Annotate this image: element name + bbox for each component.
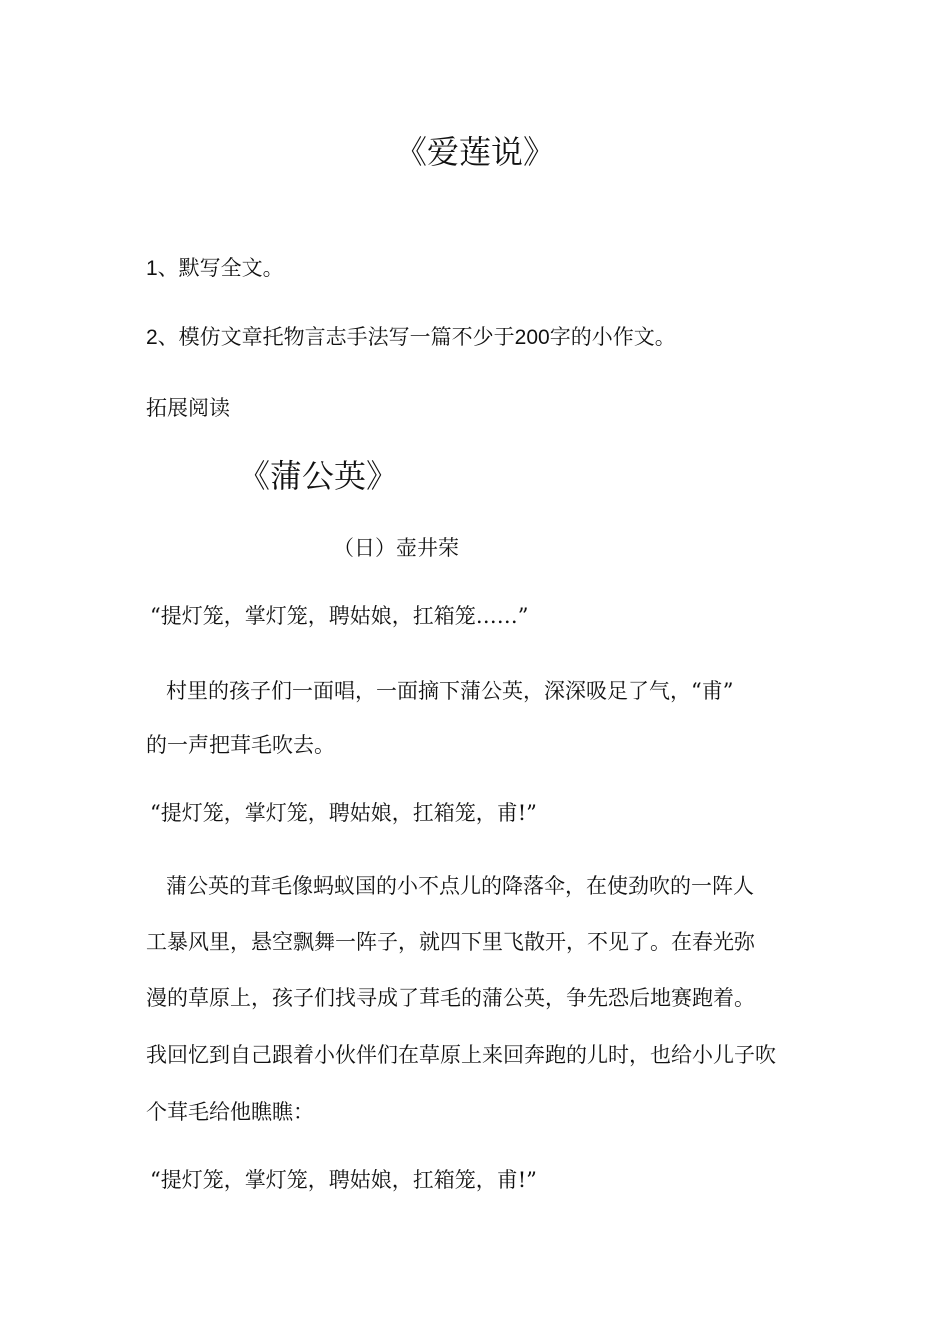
reading-line-8: 我回忆到自己跟着小伙伴们在草原上来回奔跑的儿时，也给小儿子吹 (146, 1043, 776, 1067)
reading-title: 《蒲公英》 (238, 457, 399, 495)
reading-line-10: “提灯笼，掌灯笼，聘姑娘，扛箱笼，甫!” (150, 1168, 537, 1192)
reading-line-2: 村里的孩子们一面唱，一面摘下蒲公英，深深吸足了气，“甫” (166, 679, 734, 703)
reading-line-1: “提灯笼，掌灯笼，聘姑娘，扛箱笼……” (150, 604, 529, 628)
section-label: 拓展阅读 (146, 396, 230, 420)
reading-line-5: 蒲公英的茸毛像蚂蚁国的小不点儿的降落伞，在使劲吹的一阵人 (166, 874, 754, 898)
reading-line-7: 漫的草原上，孩子们找寻成了茸毛的蒲公英，争先恐后地赛跑着。 (146, 986, 755, 1010)
reading-author: （日）壶井荣 (333, 536, 459, 560)
reading-line-4: “提灯笼，掌灯笼，聘姑娘，扛箱笼，甫!” (150, 801, 537, 825)
reading-line-6: 工暴风里，悬空飘舞一阵子，就四下里飞散开，不见了。在春光弥 (146, 930, 755, 954)
reading-line-3: 的一声把茸毛吹去。 (146, 733, 335, 757)
document-title: 《爱莲说》 (394, 133, 555, 171)
task-1: 1、默写全文。 (146, 257, 284, 280)
reading-line-9: 个茸毛给他瞧瞧： (146, 1100, 314, 1124)
task-2: 2、模仿文章托物言志手法写一篇不少于200字的小作文。 (146, 326, 676, 349)
